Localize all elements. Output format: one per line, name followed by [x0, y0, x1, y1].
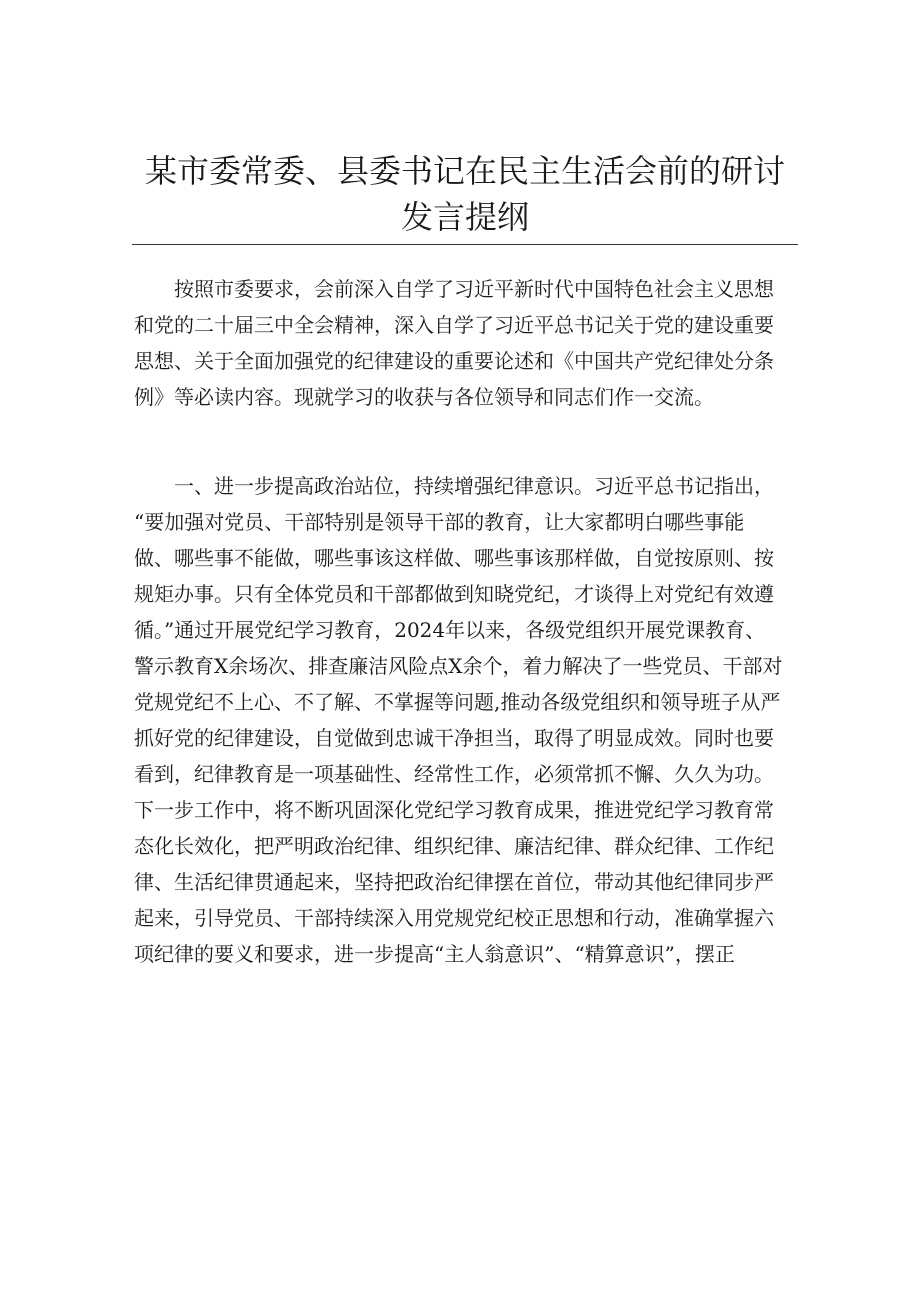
text-line: 党规党纪不上心、不了解、不掌握等问题,推动各级党组织和领导班子从严 — [134, 690, 781, 714]
paragraph-intro — [134, 271, 794, 415]
text-line: 看到，纪律教育是一项基础性、经常性工作，必须常抓不懈、久久为功。 — [134, 762, 774, 786]
text-line: 项纪律的要义和要求，进一步提高“主人翁意识”、“精算意识”，摆正 — [134, 942, 735, 966]
title-line-2: 发言提纲 — [400, 198, 529, 236]
title-underline — [132, 244, 798, 245]
text-line: 律、生活纪律贯通起来，坚持把政治纪律摆在首位，带动其他纪律同步严 — [134, 870, 774, 894]
text-line: 思想、关于全面加强党的纪律建设的重要论述和《中国共产党纪律处分条 — [134, 349, 774, 373]
text-line: 例》等必读内容。现就学习的收获与各位领导和同志们作一交流。 — [134, 385, 714, 409]
text-line: 循。”通过开展党纪学习教育，2024年以来，各级党组织开展党课教育、 — [134, 618, 766, 642]
text-line: 抓好党的纪律建设，自觉做到忠诚干净担当，取得了明显成效。同时也要 — [134, 726, 774, 750]
text-line: 态化长效化，把严明政治纪律、组织纪律、廉洁纪律、群众纪律、工作纪 — [134, 834, 774, 858]
text-line: “要加强对党员、干部特别是领导干部的教育，让大家都明白哪些事能 — [134, 510, 745, 534]
text-line: 一、进一步提高政治站位，持续增强纪律意识。习近平总书记指出， — [134, 474, 774, 498]
text-line: 警示教育X余场次、排查廉洁风险点X余个，着力解决了一些党员、干部对 — [134, 654, 783, 678]
text-line: 规矩办事。只有全体党员和干部都做到知晓党纪，才谈得上对党纪有效遵 — [134, 582, 774, 606]
text-line: 下一步工作中，将不断巩固深化党纪学习教育成果，推进党纪学习教育常 — [134, 798, 774, 822]
text-line: 和党的二十届三中全会精神，深入自学了习近平总书记关于党的建设重要 — [134, 313, 774, 337]
title-line-1: 某市委常委、县委书记在民主生活会前的研讨 — [144, 152, 785, 190]
text-line: 起来，引导党员、干部持续深入用党规党纪校正思想和行动，准确掌握六 — [134, 906, 774, 930]
document-title — [132, 148, 798, 240]
text-line: 做、哪些事不能做，哪些事该这样做、哪些事该那样做，自觉按原则、按 — [134, 546, 774, 570]
text-line: 按照市委要求，会前深入自学了习近平新时代中国特色社会主义思想 — [134, 277, 774, 301]
paragraph-section-one — [134, 468, 794, 972]
